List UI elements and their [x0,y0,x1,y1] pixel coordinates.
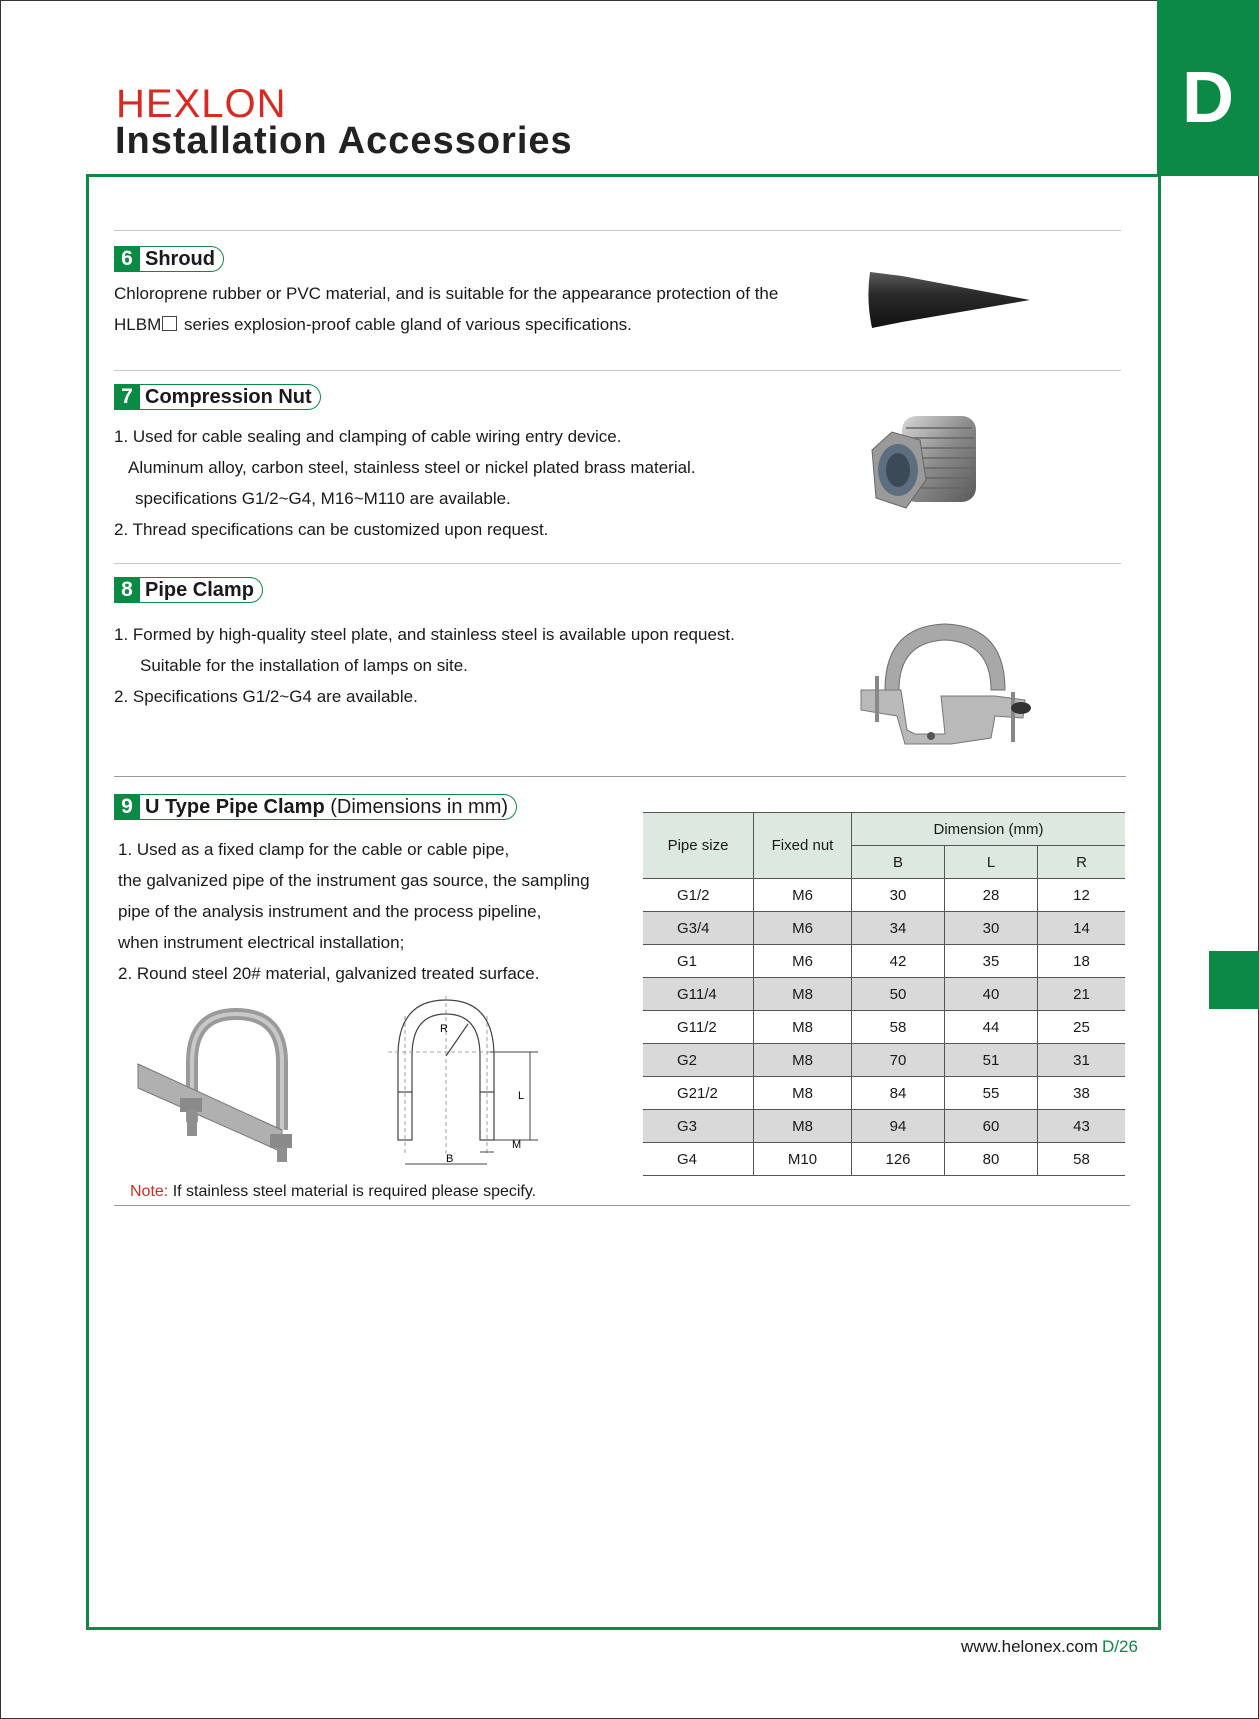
table-cell: M8 [754,1044,852,1077]
table-cell: 94 [852,1110,945,1143]
shroud-image [862,266,1032,334]
compression-nut-description [114,421,696,545]
divider [114,1205,1130,1206]
column-header: Pipe size [643,813,754,879]
column-header: R [1038,846,1126,879]
width-label: B [446,1153,454,1165]
table-cell: G4 [643,1143,754,1176]
compression-nut-image [862,410,982,530]
table-cell: 38 [1073,1084,1090,1102]
model-prefix: HLBM [114,315,162,334]
section-number: 7 [114,384,140,410]
description-suffix: series explosion-proof cable gland of various specifications. [179,315,632,334]
description-line: 2. Thread specifications can be customized upon request. [114,520,549,539]
brand-logo: HEXLON [116,82,287,126]
description-line: 2. Specifications G1/2~G4 are available. [114,687,418,706]
note [130,1183,536,1201]
table-cell: 84 [852,1077,945,1110]
u-clamp-spec-table [643,812,1125,1176]
divider [114,563,1121,564]
table-cell: M10 [754,1143,852,1176]
description-line: 2. Round steel 20# material, galvanized treated surface. [118,964,540,983]
section-tab: D [1157,0,1259,176]
table-cell: M8 [754,1011,852,1044]
divider [114,370,1121,371]
description-line: 1. Formed by high-quality steel plate, and stainless steel is available upon request. [114,625,735,644]
table-cell: 21 [1038,978,1126,1011]
placeholder-box-icon [162,316,177,331]
table-cell: 31 [1038,1044,1126,1077]
table-cell: G3 [643,1110,754,1143]
description-line: when instrument electrical installation; [118,933,405,952]
description-line: Suitable for the installation of lamps on site. [140,656,468,675]
table-row [643,1077,1125,1110]
table-cell: 40 [945,978,1038,1011]
table-row [643,1143,1125,1176]
table-cell: M8 [754,1110,852,1143]
note-text: If stainless steel material is required please specify. [168,1183,537,1200]
description-line: Aluminum alloy, carbon steel, stainless steel or nickel plated brass material. [128,458,696,477]
section-number: 8 [114,577,140,603]
u-clamp-dimension-diagram [378,996,548,1170]
length-label: L [518,1090,525,1102]
column-header: Fixed nut [754,813,852,879]
table-cell: 25 [1073,1018,1090,1036]
table-cell: 18 [1073,952,1090,970]
column-header: L [945,846,1038,879]
section-title-group [140,794,517,820]
section-number: 9 [114,794,140,820]
u-clamp-description [118,834,590,989]
note-label: Note: [130,1183,169,1200]
section-number: 6 [114,246,140,272]
table-cell: 28 [945,879,1038,912]
table-row [643,879,1125,912]
table-cell: 44 [945,1011,1038,1044]
page-title: Installation Accessories [115,120,573,162]
table-cell: 43 [1038,1110,1126,1143]
table-cell: G11/2 [643,1011,754,1044]
table-cell: G2 [643,1044,754,1077]
description-line: 1. Used for cable sealing and clamping of cable wiring entry device. [114,427,622,446]
thread-label: M [512,1139,522,1151]
table-cell: 34 [852,912,945,945]
table-cell: M6 [754,945,852,978]
shroud-description [114,278,778,340]
column-header: Dimension (mm) [852,813,1126,846]
table-cell: G3/4 [643,912,754,945]
table-cell: 30 [945,912,1038,945]
table-cell: 51 [945,1044,1038,1077]
table-cell: 126 [852,1143,945,1176]
table-row [643,978,1125,1011]
page-number: D/26 [1102,1637,1138,1656]
table-cell: M8 [754,1077,852,1110]
table-cell: G21/2 [643,1077,754,1110]
side-marker [1209,951,1259,1009]
table-cell: 30 [852,879,945,912]
description-line: Chloroprene rubber or PVC material, and is suitable for the appearance protection of the [114,284,779,303]
description-line [114,309,778,340]
table-cell: 42 [852,945,945,978]
u-clamp-photo [132,1002,312,1172]
table-cell: 70 [852,1044,945,1077]
table-cell: M6 [754,912,852,945]
table-cell: 50 [852,978,945,1011]
table-cell: 12 [1073,886,1090,904]
table-cell: 58 [852,1011,945,1044]
description-line: the galvanized pipe of the instrument gas source, the sampling [118,871,590,890]
pipe-clamp-description [114,619,735,712]
table-cell: 60 [945,1110,1038,1143]
table-cell: G1 [643,945,754,978]
table-cell: 80 [945,1143,1038,1176]
table-row [643,912,1125,945]
table-row [643,1044,1125,1077]
divider [114,230,1121,231]
section-heading-u-type-pipe-clamp [114,794,517,820]
footer-url[interactable]: www.helonex.com [961,1637,1099,1656]
table-cell: M8 [754,978,852,1011]
table-cell: 35 [945,945,1038,978]
table-row [643,945,1125,978]
section-title: U Type Pipe Clamp [145,796,325,818]
section-subtitle: (Dimensions in mm) [330,796,509,818]
table-row [643,1011,1125,1044]
table-cell: G11/4 [643,978,754,1011]
pipe-clamp-image [845,612,1045,752]
table-cell: 58 [1073,1150,1090,1168]
description-line: 1. Used as a fixed clamp for the cable or cable pipe, [118,840,510,859]
section-title: Pipe Clamp [140,577,263,603]
table-cell: 14 [1038,912,1126,945]
radius-label: R [440,1023,448,1035]
table-cell: M6 [754,879,852,912]
section-title: Compression Nut [140,384,321,410]
description-line: pipe of the analysis instrument and the process pipeline, [118,902,542,921]
section-heading-shroud [114,246,224,272]
section-heading-pipe-clamp [114,577,263,603]
description-line: specifications G1/2~G4, M16~M110 are available. [135,489,511,508]
footer [961,1637,1138,1657]
section-heading-compression-nut [114,384,321,410]
table-cell: G1/2 [643,879,754,912]
column-header: B [852,846,945,879]
divider [114,776,1126,777]
section-title: Shroud [140,246,224,272]
table-cell: 55 [945,1077,1038,1110]
table-row [643,1110,1125,1143]
